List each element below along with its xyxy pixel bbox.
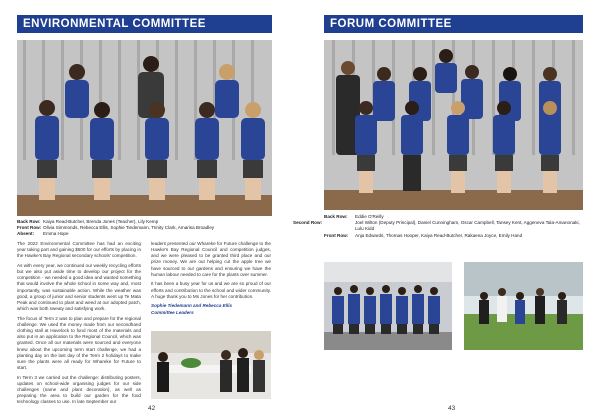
forum-committee-group-photo bbox=[324, 40, 583, 210]
section-title-environmental: ENVIRONMENTAL COMMITTEE bbox=[17, 15, 272, 33]
environmental-article-column-1 bbox=[17, 241, 141, 409]
page-number-left: 42 bbox=[148, 405, 156, 412]
caption-row: Front Row: Anja Edwards, Thomas Hooper, Kaiya Read-Butcher, Rakaena Joyce, Emily Hand bbox=[324, 232, 523, 238]
article-signature: Sophie Tiedemann and Rebecca Ellis Committee Leaders bbox=[151, 303, 233, 315]
forum-event-photo-2 bbox=[464, 262, 583, 350]
page-number-right: 43 bbox=[448, 405, 456, 412]
caption-row: Back Row: Eddie O'Reilly bbox=[324, 214, 384, 219]
article-paragraph: In Term 3 we carried out the challenge: distributing posters, updates on school-wide organising judges for our side challenges (name and plant decoration), as well as preparing the area to build our garden for the food technology classes to use. In late September our bbox=[17, 374, 141, 405]
environmental-committee-group-photo bbox=[17, 40, 272, 216]
forum-photo-caption bbox=[293, 214, 584, 239]
environmental-photo-caption bbox=[17, 219, 272, 238]
environmental-article-column-2 bbox=[151, 241, 271, 319]
page-right bbox=[293, 0, 600, 420]
section-title-forum: FORUM COMMITTEE bbox=[324, 15, 583, 33]
caption-row: Back Row: Kaiya Read-Butcher, Brenda Jones (Teacher), Lily Kemp bbox=[17, 219, 159, 224]
article-paragraph: As with every year, we continued our weekly recycling efforts but we also put aside time to develop our project for the competition - we needed a good idea and wanted something that would involve the whole school in some way and, most importantly, was sustainable action. While the weather was good, a group of junior and senior students went up Te Mata Peak and continued to plant and weed at our adopted patch, which was both sweaty and satisfying work. bbox=[17, 262, 141, 312]
forum-event-photo-1 bbox=[324, 262, 452, 350]
environmental-garden-photo bbox=[151, 331, 271, 399]
article-paragraph: The 2022 Environmental Committee has had an exciting year taking part and gaining $500 for our efforts by placing in the Hawke's Bay Regional secondary schools' competition. bbox=[17, 241, 141, 259]
caption-row: Front Row: Olivia Simmonds, Rebecca Ellis, Sophie Tiedemann, Trinity Clark, Amarisa Broadley bbox=[17, 225, 215, 231]
caption-row: Absent: Emma Hope bbox=[17, 231, 69, 237]
article-paragraph: The focus of Term 2 was to plan and prepare for the regional challenge. We used the money made from our secondhand clothing stall at Havelock to fund most of the materials and also put in an application to the Regional Council, which was granted. Once all our materials were sourced and everyone knew about the upcoming term start challenge, we had a planting day on the last day of the Term 2 holidays to make sure the plants were all ready for Whareke for Future to start. bbox=[17, 315, 141, 370]
article-paragraph: It has been a busy year for us and we are so proud of our efforts and contribution to the school and wider community. A huge thank you to Ms Jones for her contribution. bbox=[151, 281, 271, 299]
caption-row: Second Row: Joel Wilton (Deputy Principal), Daniel Cunningham, Oscar Campbell, Tansey Kent, Aggeneva Tala-Amanonaki, Lulu Kidd bbox=[293, 220, 580, 232]
article-paragraph: leaders presented our Whareke for Future challenge to the Hawke's Bay Regional Council and competition judges, and we were pleased to be granted third place and our prize money. We are out helping cut the apple tree we have sourced to our gardens and ensuring we have the human labour needed to care for the plants over summer. bbox=[151, 241, 271, 277]
